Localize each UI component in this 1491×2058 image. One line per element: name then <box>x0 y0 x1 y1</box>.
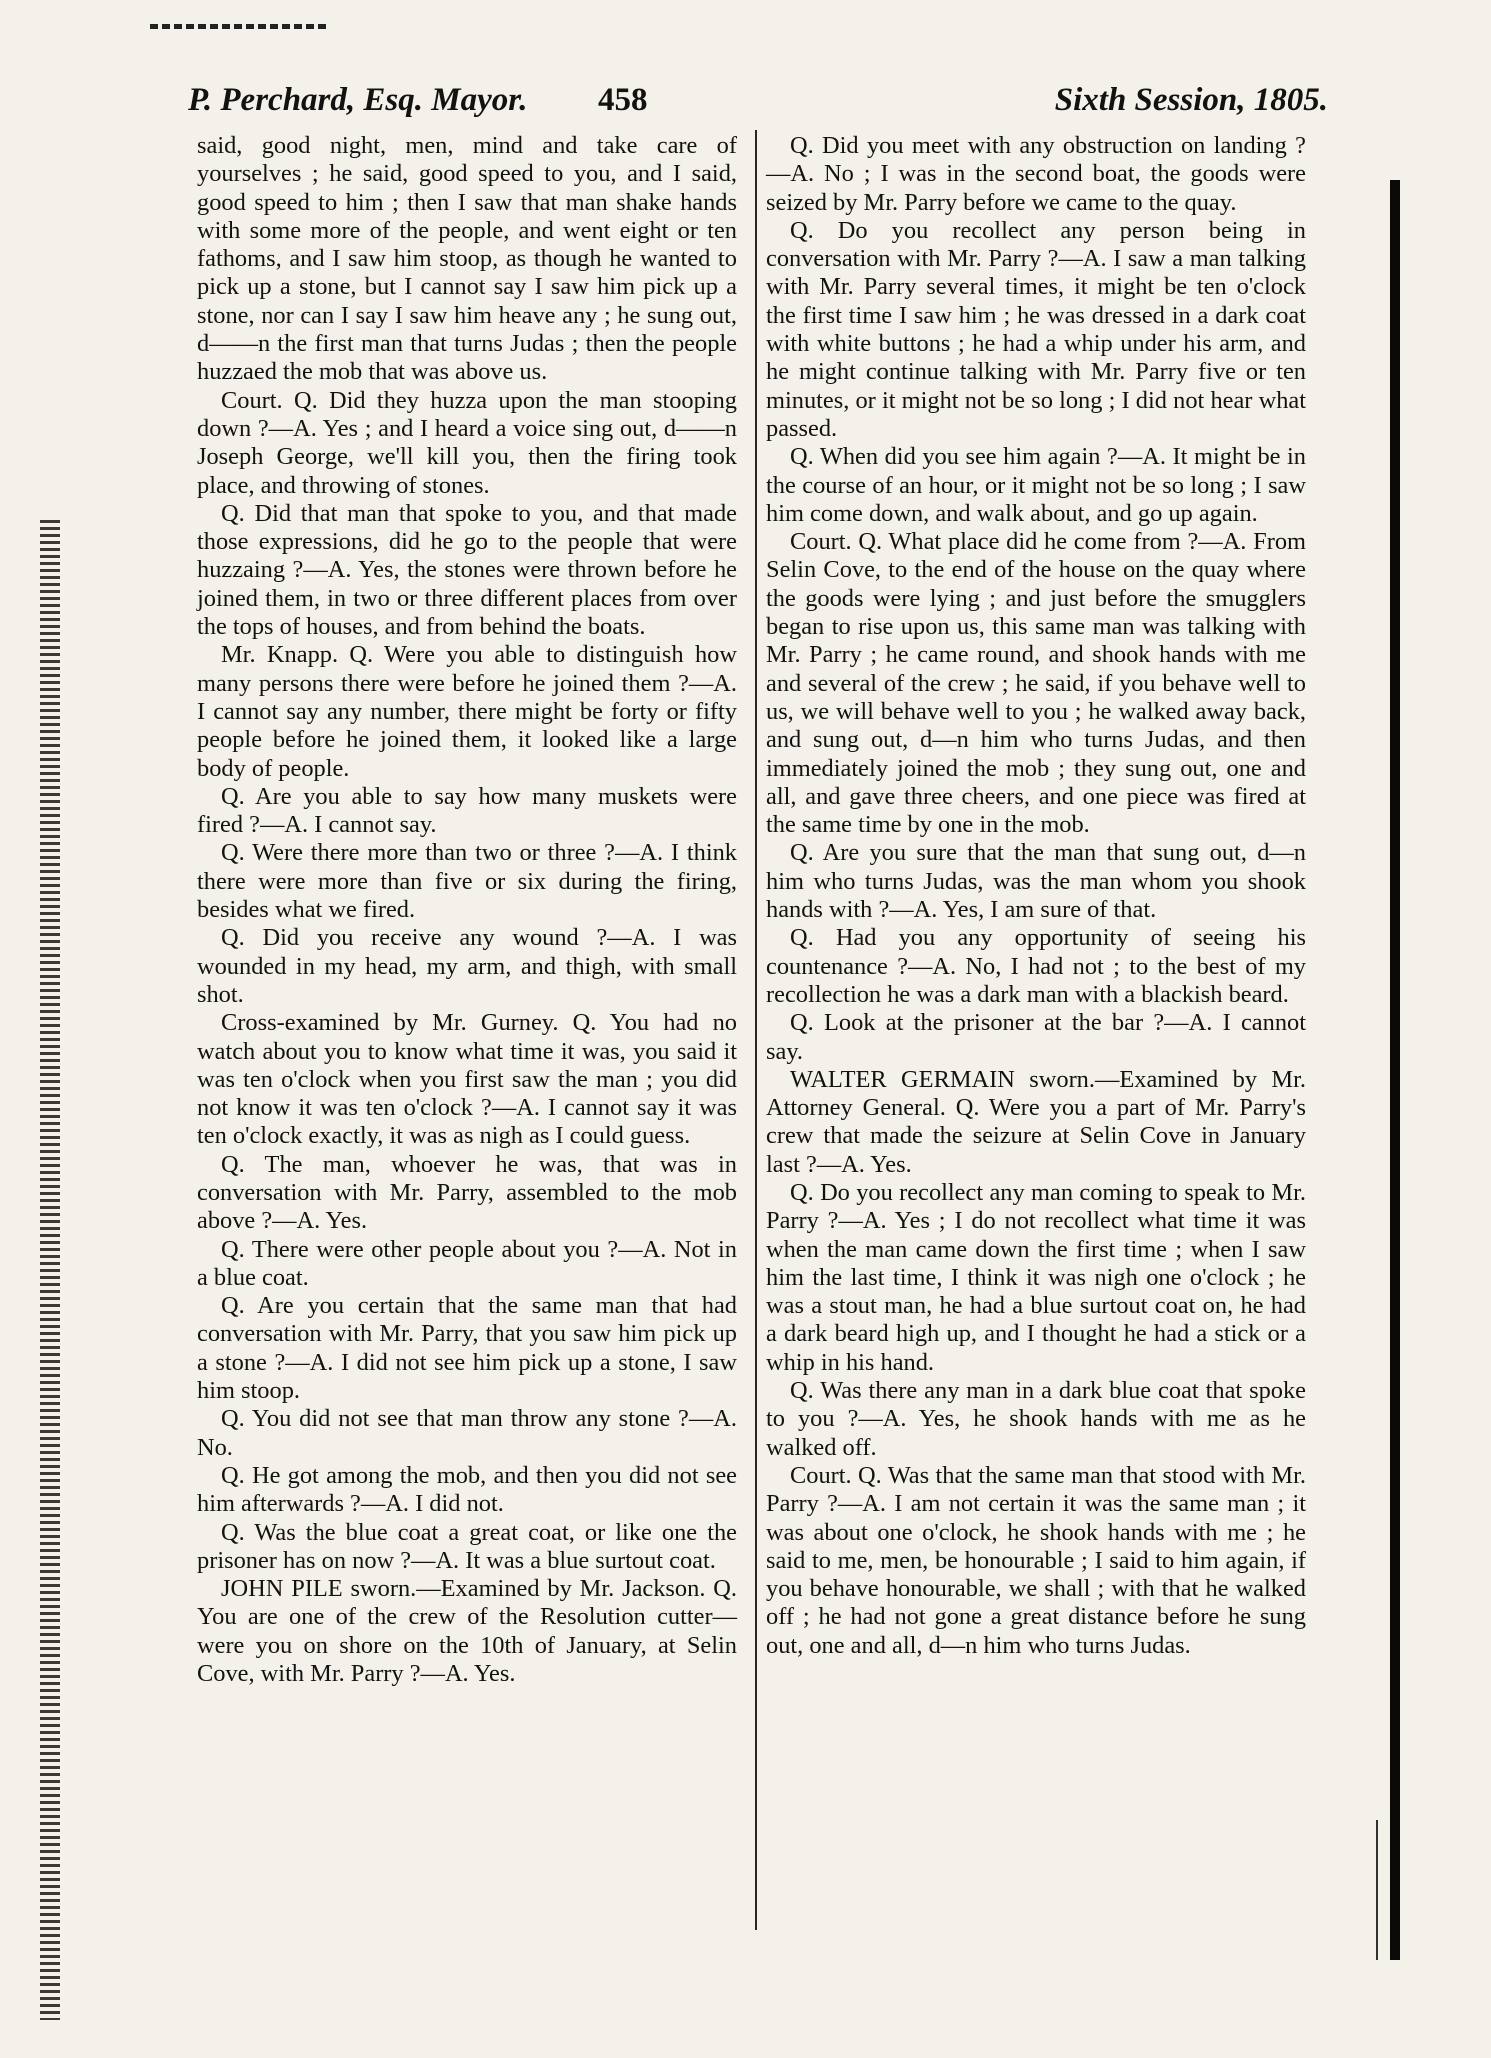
binding-edge-line <box>1376 1820 1378 1960</box>
paragraph: Q. When did you see him again ?—A. It might be in the course of an hour, or it might not be so long ; I saw him come down, and walk about, and go up again. <box>766 443 1306 527</box>
paragraph: Court. Q. What place did he come from ?—A. From Selin Cove, to the end of the house on the quay where the goods were lying ; and just before the smugglers began to rise upon us, this same man was talking with Mr. Parry ; he came round, and shook hands with me and several of the crew ; he said, if you behave well to us, we will behave well to you ; he walked away back, and sung out, d—n him who turns Judas, and then immediately joined the mob ; they sung out, one and all, and gave three cheers, and one piece was fired at the same time by one in the mob. <box>766 528 1306 839</box>
paragraph: Cross-examined by Mr. Gurney. Q. You had no watch about you to know what time it was, you said it was ten o'clock when you first saw the man ; you did not know it was ten o'clock ?—A. I cannot say it was ten o'clock exactly, it was as nigh as I could guess. <box>197 1009 737 1150</box>
paragraph: Q. Did that man that spoke to you, and that made those expressions, did he go to the people that were huzzaing ?—A. Yes, the stones were thrown before he joined them, in two or three different places from over the tops of houses, and from behind the boats. <box>197 499 737 641</box>
binding-shadow <box>1390 180 1400 1960</box>
paragraph: Q. You did not see that man throw any stone ?—A. No. <box>197 1405 737 1461</box>
page-number: 458 <box>598 82 648 118</box>
header-mayor: P. Perchard, Esq. Mayor. <box>188 82 528 118</box>
paragraph: Court. Q. Was that the same man that stood with Mr. Parry ?—A. I am not certain it was the same man ; it was about one o'clock, he shook hands with me ; he said to me, men, be honourable ; I said to him again, if you behave honourable, we shall ; with that he walked off ; he had not gone a great distance before he sung out, one and all, d—n him who turns Judas. <box>766 1461 1306 1659</box>
paragraph: Court. Q. Did they huzza upon the man stooping down ?—A. Yes ; and I heard a voice sing out, d——n Joseph George, we'll kill you, then the firing took place, and throwing of stones. <box>197 386 737 499</box>
scan-artifact-edge <box>40 520 60 2020</box>
paragraph: Q. Was there any man in a dark blue coat that spoke to you ?—A. Yes, he shook hands with me as he walked off. <box>766 1377 1306 1461</box>
paragraph: Q. Are you certain that the same man that had conversation with Mr. Parry, that you saw him pick up a stone ?—A. I did not see him pick up a stone, I saw him stoop. <box>197 1292 737 1405</box>
paragraph: Q. Are you sure that the man that sung out, d—n him who turns Judas, was the man whom you shook hands with ?—A. Yes, I am sure of that. <box>766 839 1306 924</box>
paragraph: Q. The man, whoever he was, that was in conversation with Mr. Parry, assembled to the mob above ?—A. Yes. <box>197 1150 737 1235</box>
paragraph: Q. Look at the prisoner at the bar ?—A. I cannot say. <box>766 1009 1306 1065</box>
paragraph: Q. Did you meet with any obstruction on landing ?—A. No ; I was in the second boat, the goods were seized by Mr. Parry before we came to the quay. <box>766 132 1306 216</box>
scan-artifact-marks <box>150 24 330 29</box>
paragraph: Q. Did you receive any wound ?—A. I was wounded in my head, my arm, and thigh, with small shot. <box>197 924 737 1008</box>
left-column <box>197 132 737 1688</box>
paragraph: Q. Was the blue coat a great coat, or like one the prisoner has on now ?—A. It was a blue surtout coat. <box>197 1518 737 1574</box>
paragraph: Q. Do you recollect any person being in conversation with Mr. Parry ?—A. I saw a man talking with Mr. Parry several times, it might be ten o'clock the first time I saw him ; he was dressed in a dark coat with white buttons ; he had a whip under his arm, and he might continue talking with Mr. Parry five or ten minutes, or it might not be so long ; I did not hear what passed. <box>766 216 1306 442</box>
paragraph: Mr. Knapp. Q. Were you able to distinguish how many persons there were before he joined them ?—A. I cannot say any number, there might be forty or fifty people before he joined them, it looked like a large body of people. <box>197 641 737 782</box>
paragraph: Q. He got among the mob, and then you did not see him afterwards ?—A. I did not. <box>197 1461 737 1518</box>
paragraph: JOHN PILE sworn.—Examined by Mr. Jackson. Q. You are one of the crew of the Resolution cutter—were you on shore on the 10th of January, at Selin Cove, with Mr. Parry ?—A. Yes. <box>197 1575 737 1688</box>
header-session: Sixth Session, 1805. <box>1054 82 1328 118</box>
paragraph: WALTER GERMAIN sworn.—Examined by Mr. Attorney General. Q. Were you a part of Mr. Parry's crew that made the seizure at Selin Cove in January last ?—A. Yes. <box>766 1065 1306 1178</box>
right-column <box>766 132 1306 1660</box>
running-header <box>188 82 1328 128</box>
column-divider <box>755 130 757 1930</box>
paragraph: Q. Were there more than two or three ?—A. I think there were more than five or six during the firing, besides what we fired. <box>197 839 737 924</box>
paragraph: said, good night, men, mind and take care of yourselves ; he said, good speed to you, and I said, good speed to him ; then I saw that man shake hands with some more of the people, and went eight or ten fathoms, and I saw him stoop, as though he wanted to pick up a stone, but I cannot say I saw him pick up a stone, nor can I say I saw him heave any ; he sung out, d——n the first man that turns Judas ; then the people huzzaed the mob that was above us. <box>197 132 737 386</box>
paragraph: Q. Do you recollect any man coming to speak to Mr. Parry ?—A. Yes ; I do not recollect what time it was when the man came down the first time ; when I saw him the last time, I think it was nigh one o'clock ; he was a stout man, he had a blue surtout coat on, he had a dark beard high up, and I thought he had a stick or a whip in his hand. <box>766 1178 1306 1376</box>
paragraph: Q. Are you able to say how many muskets were fired ?—A. I cannot say. <box>197 782 737 839</box>
paragraph: Q. There were other people about you ?—A. Not in a blue coat. <box>197 1235 737 1291</box>
paragraph: Q. Had you any opportunity of seeing his countenance ?—A. No, I had not ; to the best of my recollection he was a dark man with a blackish beard. <box>766 924 1306 1008</box>
